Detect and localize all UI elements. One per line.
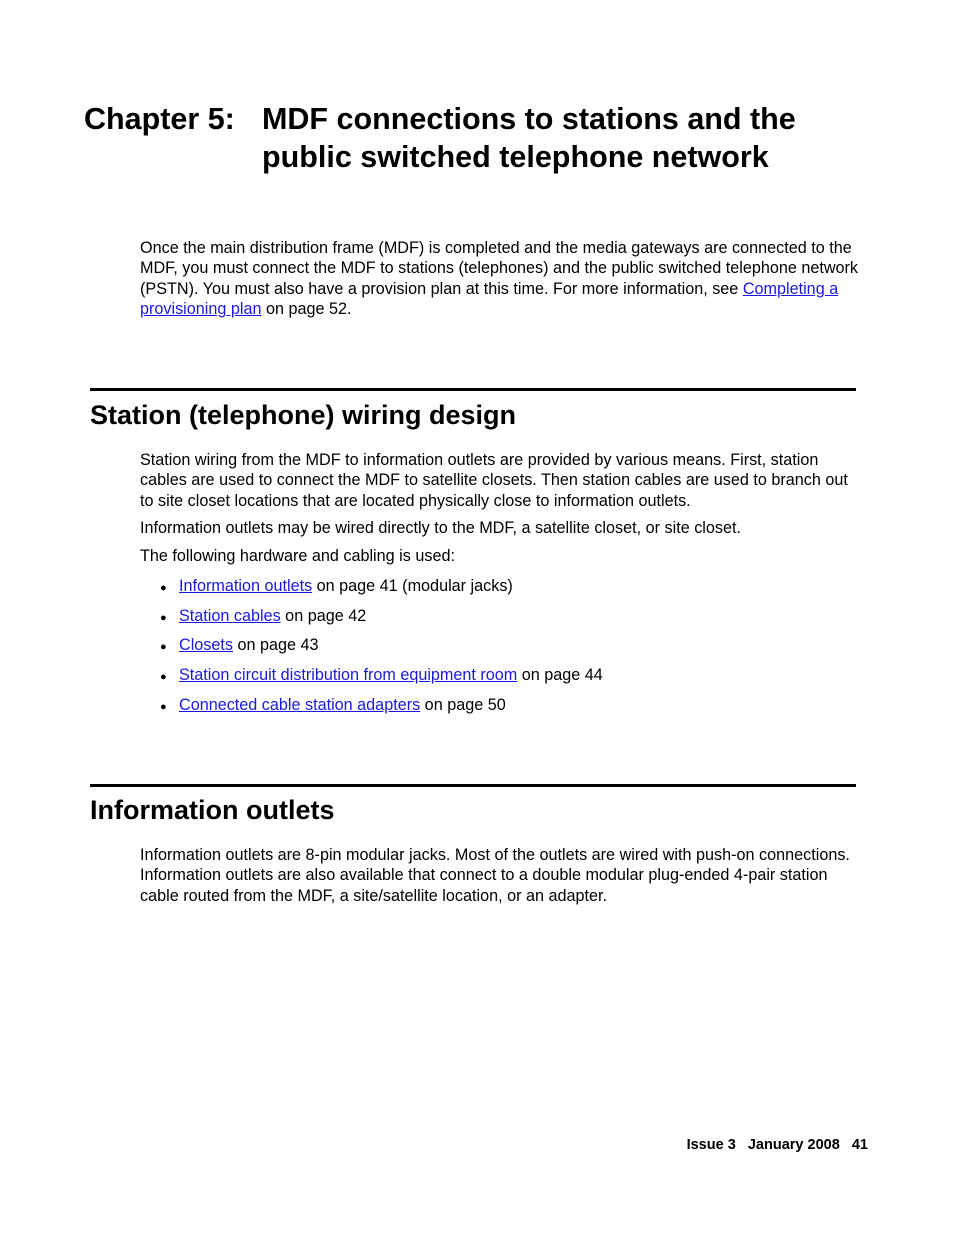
intro-text: Once the main distribution frame (MDF) is completed and the media gateways are connected to the MDF, you must connect the MDF to stations (telephones) and the public switched telephone network (PSTN). You must also have a provision plan at this time. For more information, see [140, 239, 859, 298]
list-item-suffix: on page 41 (modular jacks) [312, 577, 513, 595]
bullet-icon: ● [160, 671, 167, 684]
list-item-suffix: on page 50 [420, 695, 506, 714]
list-item [160, 633, 603, 663]
list-item-suffix: on page 43 [232, 636, 319, 655]
page-footer [687, 1136, 868, 1154]
station-wiring-paragraph: Station wiring from the MDF to information outlets are provided by various means. First, station cables are used to connect the MDF to satellite closets. Then station cables are used to branch out to site closet locations that are located physically close to information outlets. [140, 451, 848, 510]
information-outlets-link[interactable]: Information outlets [179, 577, 313, 595]
hardware-list [160, 574, 603, 722]
list-item-suffix: on page 44 [517, 666, 603, 685]
section-heading-station-wiring: Station (telephone) wiring design [90, 400, 517, 430]
bullet-icon: ● [160, 582, 167, 594]
intro-text-after: on page 52. [261, 300, 352, 319]
page-number: 41 [851, 1137, 868, 1153]
station-cables-link[interactable]: Station cables [179, 606, 281, 625]
information-outlets-paragraph: Information outlets are 8-pin modular jacks. Most of the outlets are wired with push-on connections. Information outlets are also available that connect to a double modular plug-ended 4-pair station cable routed from the MDF, a site/satellite location, or an adapter. [140, 846, 850, 905]
hardware-intro-paragraph: The following hardware and cabling is used: [140, 547, 455, 565]
list-item [160, 604, 603, 634]
intro-paragraph [140, 238, 860, 320]
footer-date: January 2008 [747, 1137, 840, 1153]
bullet-icon: ● [160, 611, 167, 624]
bullet-icon: ● [160, 641, 167, 654]
list-item-suffix: on page 42 [280, 606, 367, 625]
station-circuit-distribution-link[interactable]: Station circuit distribution from equipment room [179, 666, 518, 685]
chapter-title: MDF connections to stations and the public switched telephone network [262, 102, 796, 174]
chapter-label: Chapter 5: [84, 102, 235, 136]
bullet-icon: ● [160, 700, 167, 713]
connected-cable-station-adapters-link[interactable]: Connected cable station adapters [179, 695, 421, 714]
section-divider [90, 388, 856, 391]
list-item [160, 663, 603, 693]
footer-issue: Issue 3 [686, 1137, 736, 1153]
chapter-heading [84, 100, 864, 176]
provisioning-plan-link[interactable]: Completing a provisioning plan [140, 279, 839, 319]
list-item [160, 574, 603, 604]
section-heading-information-outlets: Information outlets [90, 795, 335, 825]
list-item [160, 693, 603, 723]
outlets-wiring-paragraph: Information outlets may be wired directly to the MDF, a satellite closet, or site closet. [140, 519, 741, 537]
closets-link[interactable]: Closets [179, 636, 233, 655]
section-divider [90, 784, 856, 787]
